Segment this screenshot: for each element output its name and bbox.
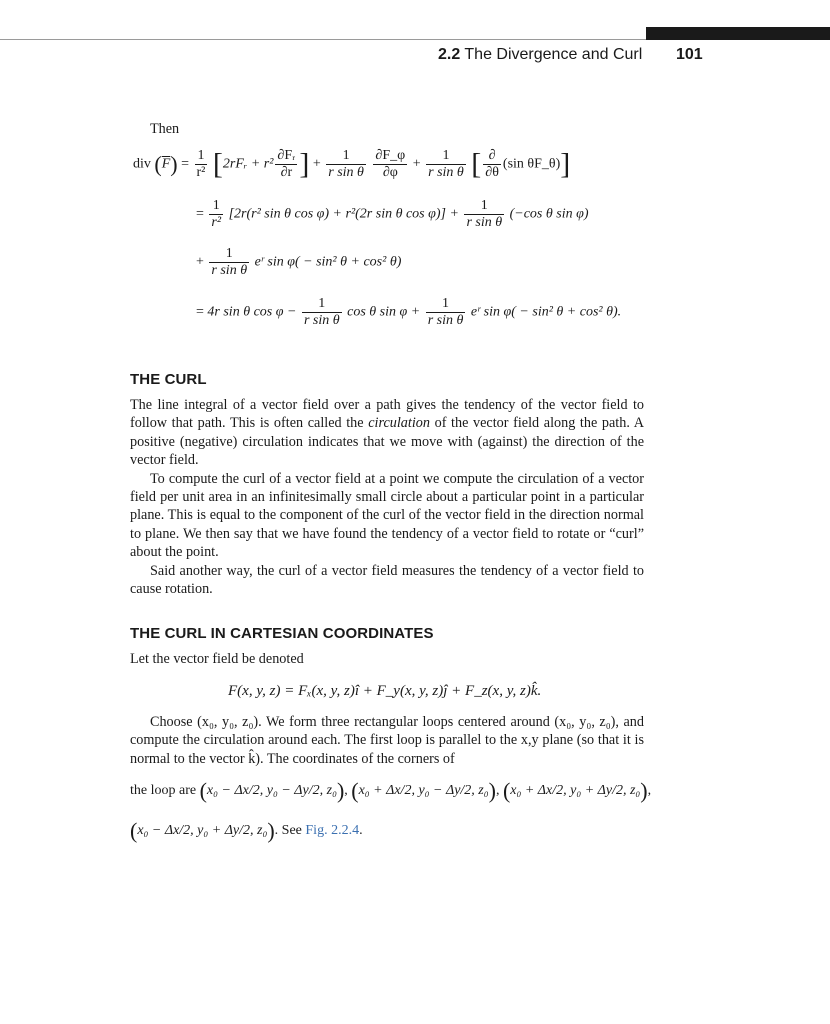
curl-paragraph-3: Said another way, the curl of a vector field measures the tendency of a vector field to cause rotation. [130, 562, 644, 598]
corners-line-2: (x₀ − Δx/2, y₀ + Δy/2, z₀). See Fig. 2.2.4. [130, 818, 363, 843]
header-bar [646, 27, 830, 40]
div-equation-line-1: div $(\overline{F})$ = $\frac{1}{\text{r²}}$ [2rFᵣ + r² $\frac{\text{∂Fᵣ}}{\partial r}$ ] + $\frac{1}{\text{r sin θ}}$ $\frac{\partial F\_\varphi}{\partial\varphi}$ + $\frac{1}{\text{r sin θ}}$ [ $\frac{\partial}{\partial\theta}$ (sin θF_θ)] [133, 147, 571, 181]
curl-text [130, 396, 644, 598]
div-equation-line-3: + $\frac{1}{\text{r sin θ}}$ eʳ sin φ( − sin² θ + cos² θ) [196, 246, 402, 278]
cartesian-intro: Let the vector field be denoted [130, 651, 304, 667]
section-number: 2.2 [438, 46, 461, 63]
vector-field-equation: F(x, y, z) = Fₓ(x, y, z)î + F_y(x, y, z)ĵ + F_z(x, y, z)k̂. [228, 683, 542, 699]
cartesian-text [130, 713, 644, 768]
curl-paragraph-2: To compute the curl of a vector field at a point we compute the circulation of a vector field per unit area in an infinitesimally small circle about a particular point in a particular plane. This is equal to the component of the curl of the vector field in the direction normal to plane. We then say that we have found the tendency of a vector field to rotate or “curl” about the point. [130, 470, 644, 561]
curl-paragraph-1: The line integral of a vector field over a path gives the tendency of the vector field to follow that path. This is often called the circulation of the vector field along the path. A positive (negative) circulation indicates that we move with (against) the direction of the vector field. [130, 397, 644, 469]
section-title: The Divergence and Curl [464, 46, 643, 63]
curl-heading: THE CURL [130, 371, 207, 388]
then-label: Then [150, 121, 180, 137]
figure-link[interactable]: Fig. 2.2.4 [305, 823, 360, 839]
corners-line-1: the loop are (x₀ − Δx/2, y₀ − Δy/2, z₀), (x₀ + Δx/2, y₀ − Δy/2, z₀), (x₀ + Δx/2, y₀ + Δy/2, z₀), [130, 778, 652, 803]
cartesian-heading: THE CURL IN CARTESIAN COORDINATES [130, 625, 434, 642]
div-equation-line-2: = $\frac{1}{\text{r²}}$ [2r(r² sin θ cos φ) + r²(2r sin θ cos φ)] + $\frac{1}{\text{r sin θ}}$ (−cos θ sin φ) [196, 198, 589, 230]
cartesian-paragraph: Choose (x₀, y₀, z₀). We form three rectangular loops centered around (x₀, y₀, z₀), and compute the circulation around each. The first loop is parallel to the x,y plane (so that it is normal to the vector k̂). The coordinates of the corners of [130, 714, 644, 767]
running-head [438, 46, 642, 64]
div-equation-line-4: = 4r sin θ cos φ − $\frac{1}{\text{r sin θ}}$ cos θ sin φ + $\frac{1}{\text{r sin θ}}$ eʳ sin φ( − sin² θ + cos² θ). [196, 296, 622, 328]
page-number: 101 [676, 46, 703, 63]
header-rule [0, 39, 646, 40]
